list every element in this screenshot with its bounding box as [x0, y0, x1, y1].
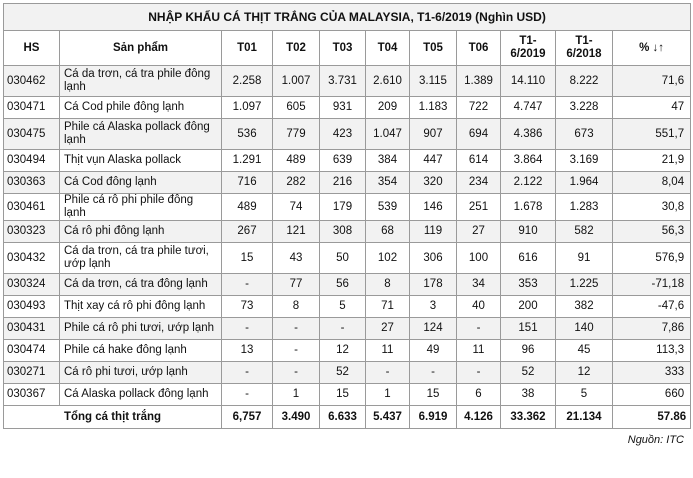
- value-cell: -: [222, 362, 273, 384]
- value-cell: 694: [457, 119, 501, 150]
- value-cell: 3.115: [410, 66, 457, 97]
- table-row: [4, 384, 691, 406]
- value-cell: 716: [222, 172, 273, 194]
- header-row: [4, 31, 691, 66]
- value-cell: 722: [457, 97, 501, 119]
- value-cell: 1.678: [501, 194, 556, 221]
- value-cell: 539: [366, 194, 410, 221]
- value-cell: 200: [501, 296, 556, 318]
- column-header: T02: [273, 31, 320, 66]
- value-cell: 8: [273, 296, 320, 318]
- value-cell: 21,9: [613, 150, 691, 172]
- value-cell: 306: [410, 243, 457, 274]
- product-cell: Phile cá rô phi tươi, ướp lạnh: [60, 318, 222, 340]
- hs-code-cell: 030324: [4, 274, 60, 296]
- value-cell: 11: [457, 340, 501, 362]
- value-cell: 140: [556, 318, 613, 340]
- value-cell: 2.258: [222, 66, 273, 97]
- value-cell: -: [410, 362, 457, 384]
- value-cell: 14.110: [501, 66, 556, 97]
- value-cell: 614: [457, 150, 501, 172]
- hs-code-cell: 030323: [4, 221, 60, 243]
- product-cell: Phile cá hake đông lạnh: [60, 340, 222, 362]
- value-cell: 52: [320, 362, 366, 384]
- hs-code-cell: 030462: [4, 66, 60, 97]
- product-cell: Cá rô phi đông lạnh: [60, 221, 222, 243]
- column-header: T03: [320, 31, 366, 66]
- value-cell: 1.097: [222, 97, 273, 119]
- column-header: T01: [222, 31, 273, 66]
- hs-code-cell: 030471: [4, 97, 60, 119]
- value-cell: 423: [320, 119, 366, 150]
- value-cell: 931: [320, 97, 366, 119]
- column-header: Sản phẩm: [60, 31, 222, 66]
- hs-code-cell: 030431: [4, 318, 60, 340]
- value-cell: 251: [457, 194, 501, 221]
- value-cell: 582: [556, 221, 613, 243]
- hs-code-cell: 030474: [4, 340, 60, 362]
- value-cell: 779: [273, 119, 320, 150]
- value-cell: 639: [320, 150, 366, 172]
- value-cell: 113,3: [613, 340, 691, 362]
- value-cell: 1.007: [273, 66, 320, 97]
- table-row: [4, 119, 691, 150]
- value-cell: 124: [410, 318, 457, 340]
- total-value-cell: 3.490: [273, 406, 320, 429]
- value-cell: 30,8: [613, 194, 691, 221]
- value-cell: 536: [222, 119, 273, 150]
- value-cell: 71: [366, 296, 410, 318]
- value-cell: 56: [320, 274, 366, 296]
- value-cell: 1.389: [457, 66, 501, 97]
- value-cell: 100: [457, 243, 501, 274]
- value-cell: 27: [457, 221, 501, 243]
- value-cell: 8: [366, 274, 410, 296]
- value-cell: 77: [273, 274, 320, 296]
- table-row: [4, 172, 691, 194]
- value-cell: 47: [613, 97, 691, 119]
- value-cell: 15: [410, 384, 457, 406]
- value-cell: 49: [410, 340, 457, 362]
- column-header: T04: [366, 31, 410, 66]
- hs-code-cell: 030494: [4, 150, 60, 172]
- hs-code-cell: 030271: [4, 362, 60, 384]
- value-cell: 1.183: [410, 97, 457, 119]
- value-cell: 146: [410, 194, 457, 221]
- value-cell: 45: [556, 340, 613, 362]
- value-cell: 13: [222, 340, 273, 362]
- hs-code-cell: 030461: [4, 194, 60, 221]
- value-cell: 576,9: [613, 243, 691, 274]
- source-note: Nguồn: ITC: [627, 434, 684, 446]
- value-cell: 1.283: [556, 194, 613, 221]
- value-cell: 216: [320, 172, 366, 194]
- value-cell: 320: [410, 172, 457, 194]
- table-row: [4, 274, 691, 296]
- product-cell: Cá Alaska pollack đông lạnh: [60, 384, 222, 406]
- product-cell: Cá da trơn, cá tra phile tươi, ướp lạnh: [60, 243, 222, 274]
- product-cell: Phile cá rô phi phile đông lạnh: [60, 194, 222, 221]
- value-cell: 1.291: [222, 150, 273, 172]
- hs-code-cell: 030475: [4, 119, 60, 150]
- value-cell: 660: [613, 384, 691, 406]
- value-cell: 382: [556, 296, 613, 318]
- value-cell: -: [366, 362, 410, 384]
- value-cell: 308: [320, 221, 366, 243]
- hs-code-cell: 030432: [4, 243, 60, 274]
- value-cell: 907: [410, 119, 457, 150]
- value-cell: 68: [366, 221, 410, 243]
- value-cell: 179: [320, 194, 366, 221]
- table-row: [4, 362, 691, 384]
- column-header: T1- 6/2018: [556, 31, 613, 66]
- value-cell: 102: [366, 243, 410, 274]
- total-value-cell: 6.633: [320, 406, 366, 429]
- table-row: [4, 318, 691, 340]
- column-header: T05: [410, 31, 457, 66]
- value-cell: 1.964: [556, 172, 613, 194]
- value-cell: 12: [320, 340, 366, 362]
- value-cell: 8.222: [556, 66, 613, 97]
- product-cell: Cá rô phi tươi, ướp lạnh: [60, 362, 222, 384]
- total-value-cell: 57.86: [613, 406, 691, 429]
- value-cell: 3.228: [556, 97, 613, 119]
- value-cell: 3.864: [501, 150, 556, 172]
- product-cell: Cá da trơn, cá tra đông lạnh: [60, 274, 222, 296]
- total-row: [4, 406, 691, 429]
- product-cell: Phile cá Alaska pollack đông lạnh: [60, 119, 222, 150]
- value-cell: 333: [613, 362, 691, 384]
- value-cell: 178: [410, 274, 457, 296]
- value-cell: 121: [273, 221, 320, 243]
- value-cell: 353: [501, 274, 556, 296]
- value-cell: 56,3: [613, 221, 691, 243]
- value-cell: 1.047: [366, 119, 410, 150]
- value-cell: 489: [273, 150, 320, 172]
- value-cell: 384: [366, 150, 410, 172]
- value-cell: 2.122: [501, 172, 556, 194]
- value-cell: -47,6: [613, 296, 691, 318]
- value-cell: 605: [273, 97, 320, 119]
- column-header: T1- 6/2019: [501, 31, 556, 66]
- total-value-cell: 21.134: [556, 406, 613, 429]
- value-cell: 551,7: [613, 119, 691, 150]
- value-cell: 7,86: [613, 318, 691, 340]
- value-cell: 52: [501, 362, 556, 384]
- value-cell: -: [222, 384, 273, 406]
- value-cell: -: [273, 362, 320, 384]
- value-cell: 15: [222, 243, 273, 274]
- value-cell: 910: [501, 221, 556, 243]
- value-cell: 3.731: [320, 66, 366, 97]
- value-cell: 15: [320, 384, 366, 406]
- import-table: [3, 3, 691, 429]
- value-cell: 74: [273, 194, 320, 221]
- table-row: [4, 66, 691, 97]
- value-cell: 267: [222, 221, 273, 243]
- value-cell: 91: [556, 243, 613, 274]
- value-cell: 119: [410, 221, 457, 243]
- value-cell: 234: [457, 172, 501, 194]
- product-cell: Thịt xay cá rô phi đông lạnh: [60, 296, 222, 318]
- value-cell: 209: [366, 97, 410, 119]
- value-cell: 4.747: [501, 97, 556, 119]
- total-label: Tổng cá thịt trắng: [4, 406, 222, 429]
- product-cell: Cá Cod đông lạnh: [60, 172, 222, 194]
- value-cell: 11: [366, 340, 410, 362]
- table-row: [4, 150, 691, 172]
- value-cell: 3: [410, 296, 457, 318]
- value-cell: 282: [273, 172, 320, 194]
- total-value-cell: 33.362: [501, 406, 556, 429]
- table-body: [4, 66, 691, 429]
- product-cell: Cá Cod phile đông lạnh: [60, 97, 222, 119]
- value-cell: 5: [320, 296, 366, 318]
- value-cell: 73: [222, 296, 273, 318]
- table-row: [4, 221, 691, 243]
- value-cell: 5: [556, 384, 613, 406]
- total-value-cell: 4.126: [457, 406, 501, 429]
- value-cell: 4.386: [501, 119, 556, 150]
- product-cell: Cá da trơn, cá tra phile đông lạnh: [60, 66, 222, 97]
- total-value-cell: 6.919: [410, 406, 457, 429]
- value-cell: 489: [222, 194, 273, 221]
- value-cell: 40: [457, 296, 501, 318]
- table-row: [4, 296, 691, 318]
- value-cell: 3.169: [556, 150, 613, 172]
- table-row: [4, 243, 691, 274]
- value-cell: 96: [501, 340, 556, 362]
- value-cell: 12: [556, 362, 613, 384]
- value-cell: 8,04: [613, 172, 691, 194]
- table-row: [4, 194, 691, 221]
- value-cell: -: [320, 318, 366, 340]
- value-cell: -71,18: [613, 274, 691, 296]
- value-cell: 354: [366, 172, 410, 194]
- value-cell: 447: [410, 150, 457, 172]
- value-cell: 1: [273, 384, 320, 406]
- table-row: [4, 340, 691, 362]
- hs-code-cell: 030493: [4, 296, 60, 318]
- product-cell: Thịt vụn Alaska pollack: [60, 150, 222, 172]
- table-row: [4, 97, 691, 119]
- table-title: NHẬP KHẨU CÁ THỊT TRẮNG CỦA MALAYSIA, T1-6/2019 (Nghìn USD): [4, 4, 691, 31]
- value-cell: 1.225: [556, 274, 613, 296]
- value-cell: 34: [457, 274, 501, 296]
- value-cell: -: [222, 274, 273, 296]
- column-header: T06: [457, 31, 501, 66]
- value-cell: 38: [501, 384, 556, 406]
- value-cell: 27: [366, 318, 410, 340]
- value-cell: -: [457, 318, 501, 340]
- column-header: HS: [4, 31, 60, 66]
- value-cell: 2.610: [366, 66, 410, 97]
- value-cell: 1: [366, 384, 410, 406]
- hs-code-cell: 030363: [4, 172, 60, 194]
- value-cell: 43: [273, 243, 320, 274]
- value-cell: 673: [556, 119, 613, 150]
- hs-code-cell: 030367: [4, 384, 60, 406]
- value-cell: -: [457, 362, 501, 384]
- value-cell: -: [273, 318, 320, 340]
- total-value-cell: 5.437: [366, 406, 410, 429]
- column-header: % ↓↑: [613, 31, 691, 66]
- value-cell: 151: [501, 318, 556, 340]
- value-cell: -: [273, 340, 320, 362]
- value-cell: 71,6: [613, 66, 691, 97]
- value-cell: 616: [501, 243, 556, 274]
- table-wrapper: [3, 3, 690, 446]
- value-cell: -: [222, 318, 273, 340]
- value-cell: 6: [457, 384, 501, 406]
- total-value-cell: 6,757: [222, 406, 273, 429]
- value-cell: 50: [320, 243, 366, 274]
